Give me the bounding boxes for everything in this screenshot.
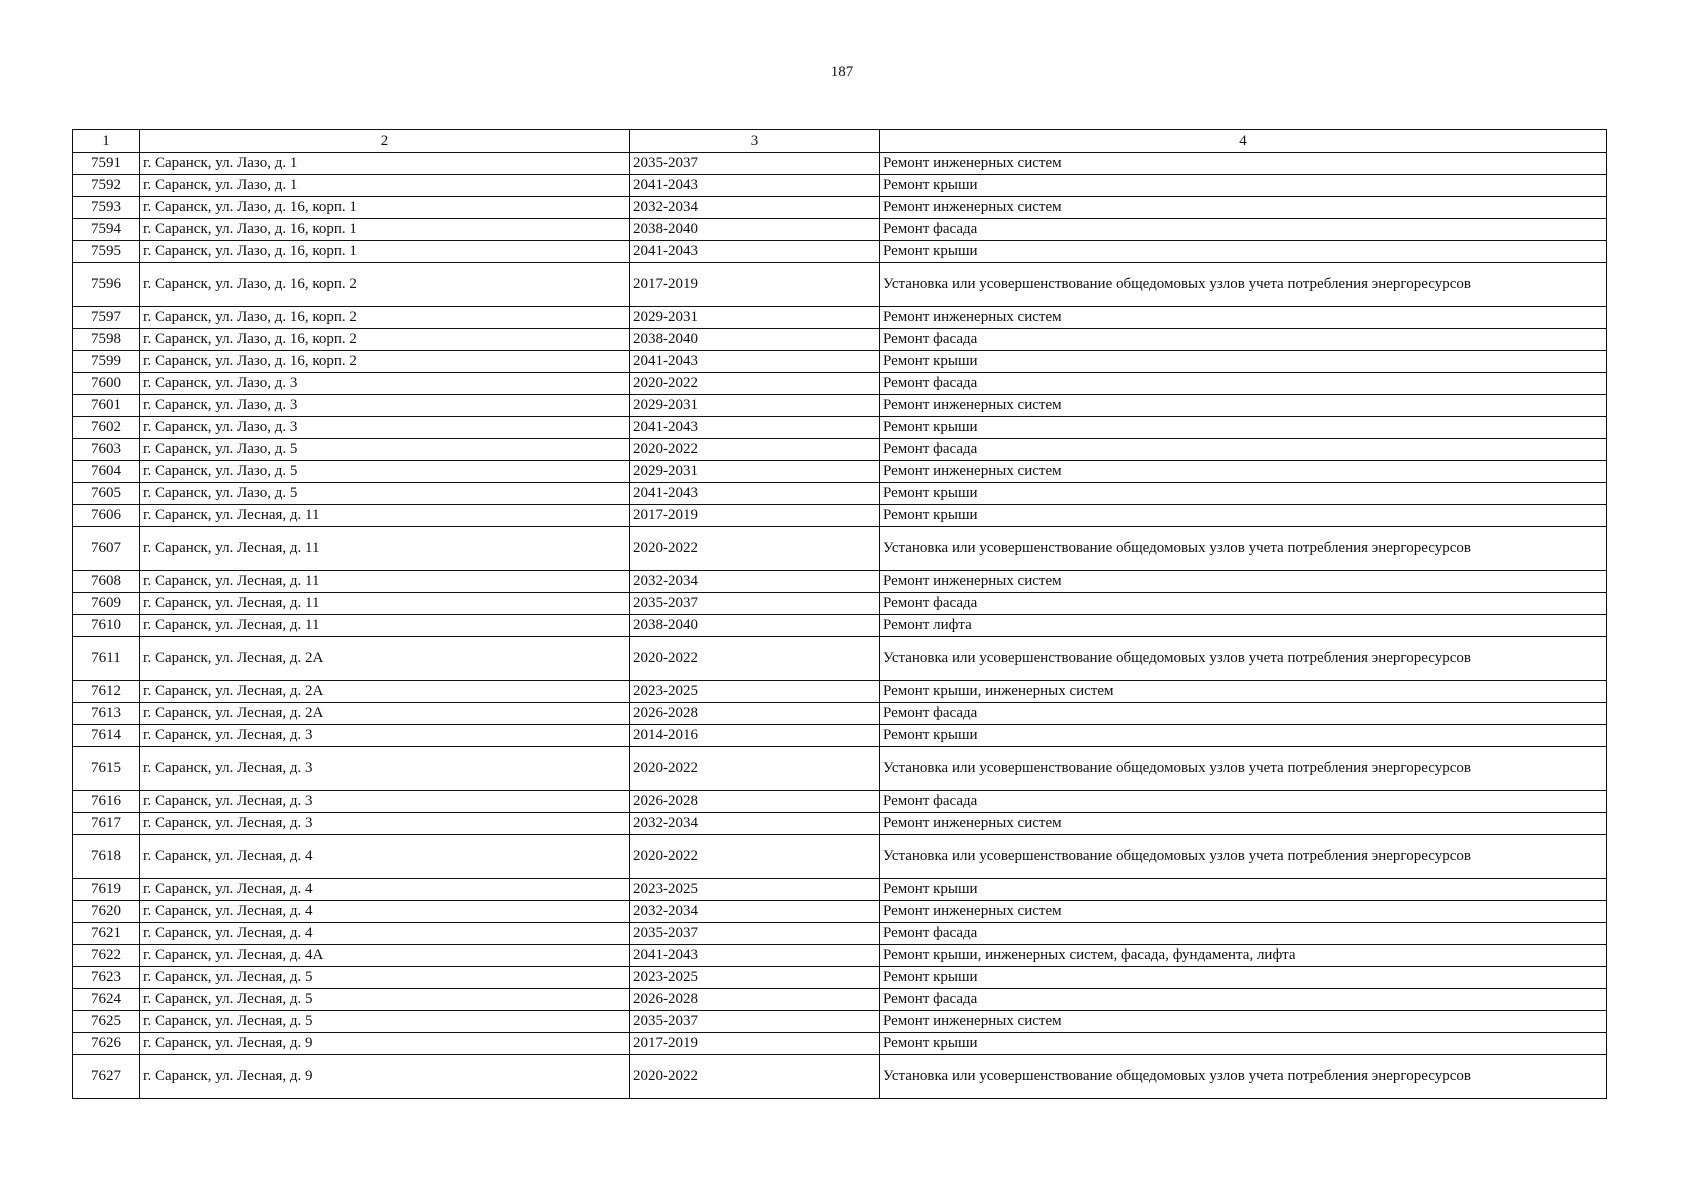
- row-period: 2020-2022: [630, 527, 880, 571]
- row-number: 7618: [73, 835, 140, 879]
- row-address: г. Саранск, ул. Лазо, д. 3: [140, 395, 630, 417]
- row-number: 7613: [73, 703, 140, 725]
- row-period: 2041-2043: [630, 417, 880, 439]
- table-row: [73, 241, 1607, 263]
- row-address: г. Саранск, ул. Лесная, д. 5: [140, 989, 630, 1011]
- row-address: г. Саранск, ул. Лесная, д. 9: [140, 1033, 630, 1055]
- header-col-3: 3: [630, 130, 880, 153]
- table-row: [73, 681, 1607, 703]
- row-period: 2035-2037: [630, 153, 880, 175]
- row-address: г. Саранск, ул. Лазо, д. 16, корп. 2: [140, 351, 630, 373]
- row-number: 7598: [73, 329, 140, 351]
- row-work-type: Ремонт инженерных систем: [880, 153, 1607, 175]
- row-work-type: Ремонт крыши: [880, 967, 1607, 989]
- table-row: [73, 329, 1607, 351]
- row-number: 7621: [73, 923, 140, 945]
- row-work-type: Ремонт крыши: [880, 725, 1607, 747]
- row-work-type: Установка или усовершенствование общедомовых узлов учета потребления энергоресурсов: [880, 1055, 1607, 1099]
- row-number: 7593: [73, 197, 140, 219]
- row-period: 2020-2022: [630, 637, 880, 681]
- row-period: 2035-2037: [630, 593, 880, 615]
- table-row: [73, 615, 1607, 637]
- row-address: г. Саранск, ул. Лесная, д. 11: [140, 505, 630, 527]
- row-period: 2038-2040: [630, 329, 880, 351]
- row-work-type: Установка или усовершенствование общедомовых узлов учета потребления энергоресурсов: [880, 835, 1607, 879]
- row-number: 7594: [73, 219, 140, 241]
- row-address: г. Саранск, ул. Лесная, д. 2А: [140, 703, 630, 725]
- row-work-type: Ремонт фасада: [880, 703, 1607, 725]
- table-row: [73, 1055, 1607, 1099]
- row-number: 7626: [73, 1033, 140, 1055]
- row-number: 7605: [73, 483, 140, 505]
- table-row: [73, 417, 1607, 439]
- row-period: 2032-2034: [630, 901, 880, 923]
- table-row: [73, 527, 1607, 571]
- row-address: г. Саранск, ул. Лесная, д. 4: [140, 879, 630, 901]
- row-number: 7623: [73, 967, 140, 989]
- row-number: 7604: [73, 461, 140, 483]
- row-period: 2026-2028: [630, 791, 880, 813]
- row-work-type: Ремонт фасада: [880, 329, 1607, 351]
- table-row: [73, 461, 1607, 483]
- table-row: [73, 395, 1607, 417]
- row-address: г. Саранск, ул. Лесная, д. 3: [140, 725, 630, 747]
- row-period: 2041-2043: [630, 351, 880, 373]
- header-col-1: 1: [73, 130, 140, 153]
- row-period: 2020-2022: [630, 747, 880, 791]
- row-work-type: Ремонт инженерных систем: [880, 571, 1607, 593]
- capital-repair-table: [72, 129, 1607, 1099]
- table-row: [73, 703, 1607, 725]
- row-address: г. Саранск, ул. Лесная, д. 4: [140, 901, 630, 923]
- row-work-type: Ремонт фасада: [880, 989, 1607, 1011]
- table-row: [73, 725, 1607, 747]
- row-address: г. Саранск, ул. Лазо, д. 16, корп. 1: [140, 219, 630, 241]
- row-period: 2029-2031: [630, 461, 880, 483]
- row-number: 7609: [73, 593, 140, 615]
- header-col-2: 2: [140, 130, 630, 153]
- row-work-type: Ремонт крыши, инженерных систем: [880, 681, 1607, 703]
- row-address: г. Саранск, ул. Лазо, д. 3: [140, 373, 630, 395]
- row-work-type: Ремонт инженерных систем: [880, 813, 1607, 835]
- row-work-type: Ремонт крыши: [880, 505, 1607, 527]
- row-period: 2023-2025: [630, 681, 880, 703]
- row-work-type: Ремонт крыши: [880, 175, 1607, 197]
- row-number: 7611: [73, 637, 140, 681]
- row-number: 7619: [73, 879, 140, 901]
- row-address: г. Саранск, ул. Лазо, д. 16, корп. 2: [140, 307, 630, 329]
- table-row: [73, 1033, 1607, 1055]
- row-address: г. Саранск, ул. Лесная, д. 11: [140, 615, 630, 637]
- row-work-type: Ремонт фасада: [880, 593, 1607, 615]
- row-address: г. Саранск, ул. Лесная, д. 4А: [140, 945, 630, 967]
- row-work-type: Ремонт крыши: [880, 879, 1607, 901]
- row-number: 7608: [73, 571, 140, 593]
- row-period: 2020-2022: [630, 373, 880, 395]
- row-address: г. Саранск, ул. Лесная, д. 3: [140, 791, 630, 813]
- row-period: 2023-2025: [630, 967, 880, 989]
- row-number: 7602: [73, 417, 140, 439]
- row-period: 2017-2019: [630, 1033, 880, 1055]
- row-period: 2029-2031: [630, 395, 880, 417]
- table-row: [73, 307, 1607, 329]
- row-work-type: Ремонт фасада: [880, 373, 1607, 395]
- row-number: 7607: [73, 527, 140, 571]
- row-work-type: Ремонт инженерных систем: [880, 1011, 1607, 1033]
- row-number: 7603: [73, 439, 140, 461]
- row-number: 7614: [73, 725, 140, 747]
- row-number: 7600: [73, 373, 140, 395]
- table-row: [73, 483, 1607, 505]
- row-work-type: Ремонт инженерных систем: [880, 197, 1607, 219]
- row-address: г. Саранск, ул. Лазо, д. 1: [140, 175, 630, 197]
- row-number: 7617: [73, 813, 140, 835]
- row-work-type: Ремонт лифта: [880, 615, 1607, 637]
- row-period: 2026-2028: [630, 989, 880, 1011]
- table-row: [73, 175, 1607, 197]
- row-number: 7596: [73, 263, 140, 307]
- header-col-4: 4: [880, 130, 1607, 153]
- row-period: 2032-2034: [630, 813, 880, 835]
- row-number: 7612: [73, 681, 140, 703]
- table-row: [73, 373, 1607, 395]
- table-row: [73, 879, 1607, 901]
- row-period: 2020-2022: [630, 439, 880, 461]
- row-period: 2014-2016: [630, 725, 880, 747]
- row-period: 2020-2022: [630, 1055, 880, 1099]
- row-period: 2032-2034: [630, 197, 880, 219]
- row-period: 2017-2019: [630, 505, 880, 527]
- row-work-type: Установка или усовершенствование общедомовых узлов учета потребления энергоресурсов: [880, 263, 1607, 307]
- table-row: [73, 901, 1607, 923]
- table-row: [73, 439, 1607, 461]
- row-number: 7591: [73, 153, 140, 175]
- row-work-type: Ремонт фасада: [880, 791, 1607, 813]
- row-number: 7615: [73, 747, 140, 791]
- row-period: 2023-2025: [630, 879, 880, 901]
- row-address: г. Саранск, ул. Лазо, д. 3: [140, 417, 630, 439]
- row-address: г. Саранск, ул. Лазо, д. 5: [140, 483, 630, 505]
- row-number: 7610: [73, 615, 140, 637]
- row-period: 2020-2022: [630, 835, 880, 879]
- row-address: г. Саранск, ул. Лесная, д. 11: [140, 571, 630, 593]
- table-row: [73, 791, 1607, 813]
- row-work-type: Ремонт инженерных систем: [880, 395, 1607, 417]
- row-period: 2026-2028: [630, 703, 880, 725]
- table-row: [73, 747, 1607, 791]
- row-period: 2017-2019: [630, 263, 880, 307]
- table-row: [73, 637, 1607, 681]
- row-address: г. Саранск, ул. Лесная, д. 9: [140, 1055, 630, 1099]
- row-work-type: Ремонт крыши: [880, 1033, 1607, 1055]
- row-work-type: Ремонт инженерных систем: [880, 307, 1607, 329]
- row-work-type: Ремонт инженерных систем: [880, 901, 1607, 923]
- table-row: [73, 219, 1607, 241]
- row-address: г. Саранск, ул. Лазо, д. 16, корп. 1: [140, 197, 630, 219]
- row-period: 2041-2043: [630, 945, 880, 967]
- row-address: г. Саранск, ул. Лазо, д. 1: [140, 153, 630, 175]
- row-number: 7627: [73, 1055, 140, 1099]
- row-work-type: Ремонт крыши: [880, 417, 1607, 439]
- row-number: 7624: [73, 989, 140, 1011]
- row-work-type: Установка или усовершенствование общедомовых узлов учета потребления энергоресурсов: [880, 527, 1607, 571]
- row-period: 2038-2040: [630, 219, 880, 241]
- table-row: [73, 813, 1607, 835]
- row-number: 7597: [73, 307, 140, 329]
- row-work-type: Ремонт фасада: [880, 219, 1607, 241]
- table-row: [73, 571, 1607, 593]
- row-address: г. Саранск, ул. Лесная, д. 5: [140, 1011, 630, 1033]
- table-row: [73, 1011, 1607, 1033]
- row-work-type: Ремонт инженерных систем: [880, 461, 1607, 483]
- row-work-type: Установка или усовершенствование общедомовых узлов учета потребления энергоресурсов: [880, 637, 1607, 681]
- row-address: г. Саранск, ул. Лесная, д. 3: [140, 747, 630, 791]
- row-address: г. Саранск, ул. Лазо, д. 16, корп. 2: [140, 263, 630, 307]
- row-address: г. Саранск, ул. Лесная, д. 5: [140, 967, 630, 989]
- row-work-type: Ремонт крыши: [880, 483, 1607, 505]
- row-address: г. Саранск, ул. Лесная, д. 2А: [140, 637, 630, 681]
- table-row: [73, 351, 1607, 373]
- row-period: 2032-2034: [630, 571, 880, 593]
- page-number: 187: [830, 64, 854, 80]
- row-work-type: Ремонт крыши, инженерных систем, фасада, фундамента, лифта: [880, 945, 1607, 967]
- table-row: [73, 923, 1607, 945]
- row-number: 7601: [73, 395, 140, 417]
- table-row: [73, 989, 1607, 1011]
- row-address: г. Саранск, ул. Лесная, д. 4: [140, 923, 630, 945]
- table-row: [73, 197, 1607, 219]
- row-address: г. Саранск, ул. Лесная, д. 3: [140, 813, 630, 835]
- row-address: г. Саранск, ул. Лесная, д. 11: [140, 593, 630, 615]
- table-row: [73, 835, 1607, 879]
- row-period: 2035-2037: [630, 1011, 880, 1033]
- row-period: 2041-2043: [630, 241, 880, 263]
- row-address: г. Саранск, ул. Лесная, д. 11: [140, 527, 630, 571]
- row-work-type: Ремонт крыши: [880, 241, 1607, 263]
- table-body: [73, 153, 1607, 1099]
- row-period: 2041-2043: [630, 483, 880, 505]
- table-row: [73, 153, 1607, 175]
- row-address: г. Саранск, ул. Лазо, д. 5: [140, 461, 630, 483]
- header-row: [73, 130, 1607, 153]
- row-period: 2041-2043: [630, 175, 880, 197]
- row-number: 7625: [73, 1011, 140, 1033]
- row-number: 7599: [73, 351, 140, 373]
- row-number: 7620: [73, 901, 140, 923]
- row-number: 7606: [73, 505, 140, 527]
- row-number: 7595: [73, 241, 140, 263]
- row-number: 7616: [73, 791, 140, 813]
- table-row: [73, 945, 1607, 967]
- row-address: г. Саранск, ул. Лесная, д. 2А: [140, 681, 630, 703]
- row-address: г. Саранск, ул. Лазо, д. 16, корп. 2: [140, 329, 630, 351]
- row-period: 2038-2040: [630, 615, 880, 637]
- table-row: [73, 263, 1607, 307]
- row-address: г. Саранск, ул. Лазо, д. 5: [140, 439, 630, 461]
- table-row: [73, 967, 1607, 989]
- row-number: 7622: [73, 945, 140, 967]
- row-period: 2035-2037: [630, 923, 880, 945]
- row-period: 2029-2031: [630, 307, 880, 329]
- row-work-type: Ремонт фасада: [880, 439, 1607, 461]
- row-work-type: Ремонт крыши: [880, 351, 1607, 373]
- row-address: г. Саранск, ул. Лесная, д. 4: [140, 835, 630, 879]
- table-row: [73, 505, 1607, 527]
- row-address: г. Саранск, ул. Лазо, д. 16, корп. 1: [140, 241, 630, 263]
- row-work-type: Установка или усовершенствование общедомовых узлов учета потребления энергоресурсов: [880, 747, 1607, 791]
- row-work-type: Ремонт фасада: [880, 923, 1607, 945]
- row-number: 7592: [73, 175, 140, 197]
- table-row: [73, 593, 1607, 615]
